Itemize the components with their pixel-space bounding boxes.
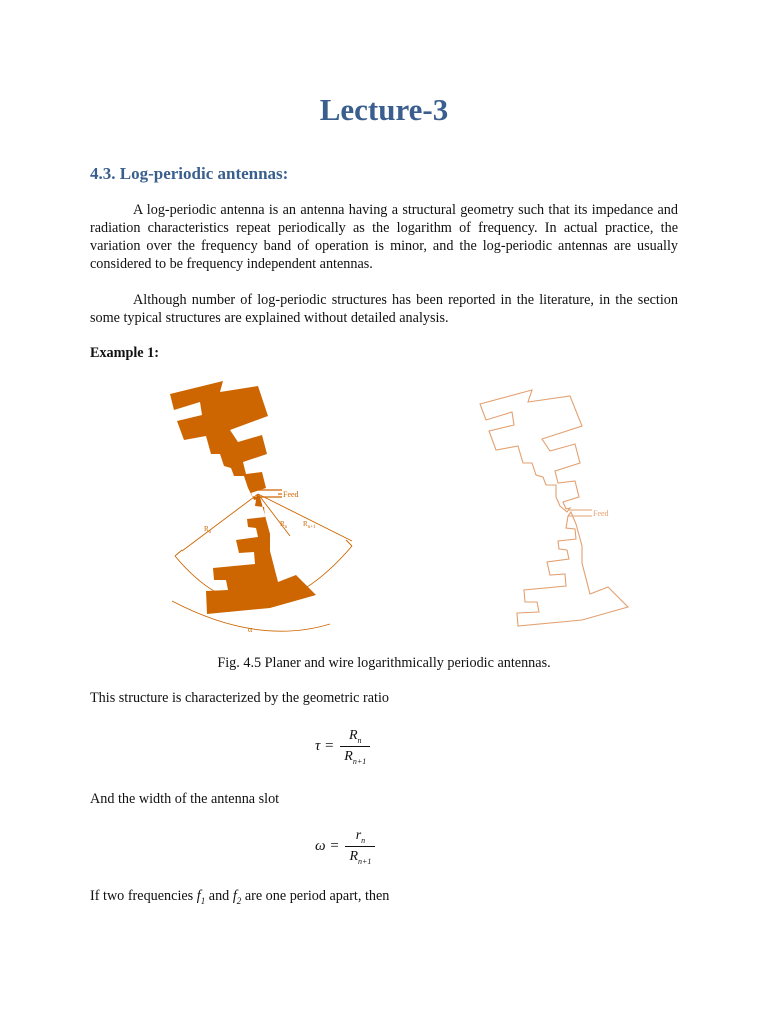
example-label: Example 1: xyxy=(90,345,159,361)
rn1-line xyxy=(258,494,352,541)
planar-upper-arm xyxy=(170,381,268,500)
equation-omega-fraction xyxy=(345,828,375,866)
equation-tau-denominator: $R_{n+1}$ xyxy=(344,748,367,766)
page-title: Lecture-3 xyxy=(319,92,449,127)
rn-label: $R_n$ xyxy=(204,525,212,535)
equation-omega-denominator: $R_{n+1}$ xyxy=(349,848,372,866)
equation-tau-fraction xyxy=(340,728,370,766)
equation-tau-lhs: τ = xyxy=(315,738,335,755)
antenna-figure xyxy=(130,376,650,636)
alpha-label: α xyxy=(248,625,253,634)
section-heading: 4.3. Log-periodic antennas: xyxy=(90,164,289,183)
paragraph-1 xyxy=(90,201,678,273)
ratio-text: This structure is characterized by the geometric ratio xyxy=(90,690,389,706)
equation-omega-numerator: $r_n$ xyxy=(355,828,366,845)
equation-omega-lhs: ω = xyxy=(315,838,340,855)
planar-feed-label: Feed xyxy=(283,490,299,499)
equation-tau-numerator: $R_n$ xyxy=(348,728,362,745)
equation-omega xyxy=(315,828,375,866)
equation-tau xyxy=(315,728,370,766)
width-text: And the width of the antenna slot xyxy=(90,791,280,807)
rn1-label: $R_{n+1}$ xyxy=(303,520,316,530)
rn-small-label: $R_n$ xyxy=(280,520,288,530)
figure-caption: Fig. 4.5 Planer and wire logarithmically periodic antennas. xyxy=(217,655,551,671)
wire-lower-arm xyxy=(517,512,628,626)
frequency-text: If two frequencies $f_1$ and $f_2$ are one period apart, then xyxy=(90,888,390,906)
wire-feed-label: Feed xyxy=(593,509,609,518)
paragraph-2-text: Although number of log-periodic structures has been reported in the literature, in the section some typical structures are explained without detailed analysis. xyxy=(90,292,678,326)
wire-upper-arm xyxy=(480,390,582,512)
wire-antenna xyxy=(480,390,628,626)
paragraph-2 xyxy=(90,291,678,327)
paragraph-1-text: A log-periodic antenna is an antenna having a structural geometry such that its impedance and radiation characteristics repeat periodically as the logarithm of frequency. In actual practice, the variation over the frequency band of operation is minor, and the log-periodic antennas are usually considered to be frequency independent antennas. xyxy=(90,202,678,272)
